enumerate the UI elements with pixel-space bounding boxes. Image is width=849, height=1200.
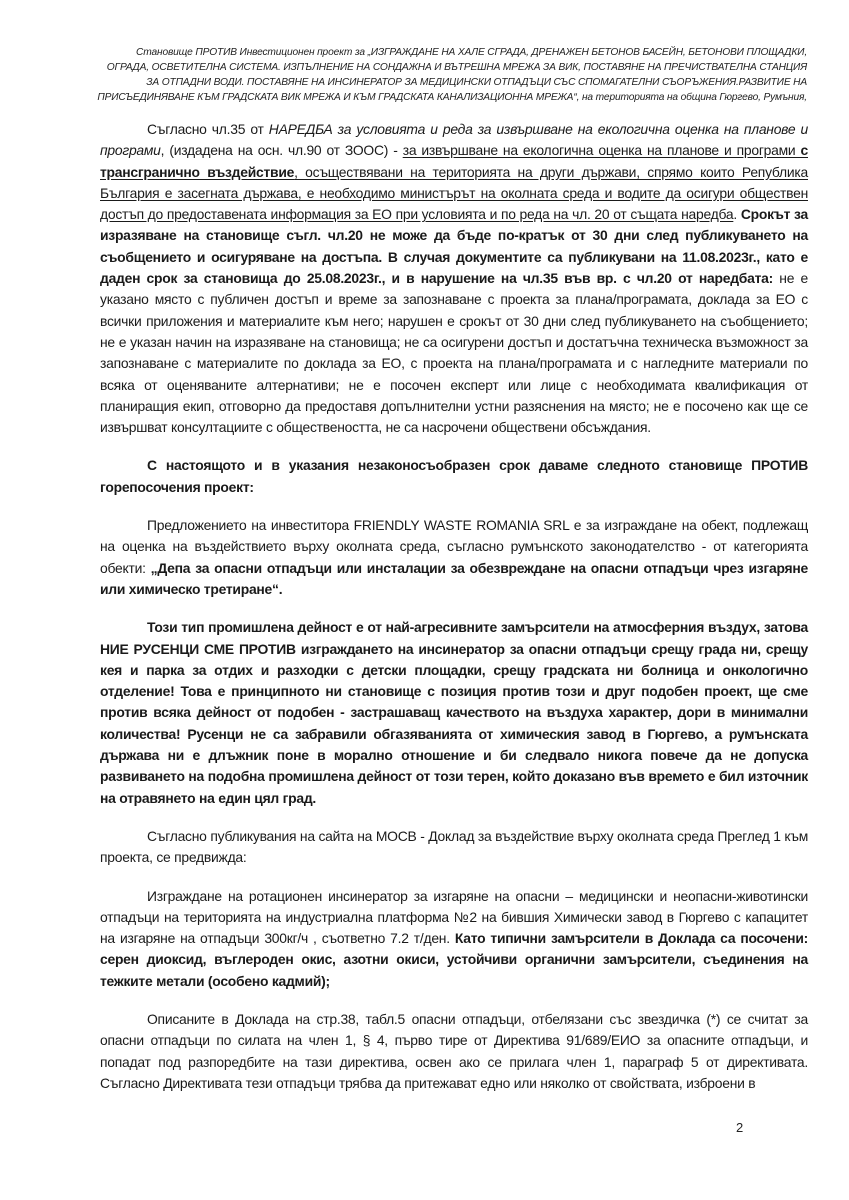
paragraph-position-against [100,617,808,809]
paragraph-moew-report [100,826,808,869]
text-run: Описаните в Доклада на стр.38, табл.5 опасни отпадъци, отбелязани със звездичка (*) се считат за опасни отпадъци по силата на член 1, § 4, първо тире от Директива 91/689/ЕИО за опасните отпадъци, и попадат под разпоредбите на тази директива, освен ако се прилага член 1, параграф 5 от директивата. Съгласно Директивата тези отпадъци трябва да притежават едно или няколко от свойствата, изброени в [100,1010,808,1091]
text-run: Изграждане на ротационен инсинератор за изгаряне на опасни – медицински и неопасни-животински отпадъци на територията на индустриална платформа №2 на бившия Химически завод в Гюргево с капацитет на изгаряне на отпадъци 300кг/ч , съответно 7.2 т/ден. [100,887,808,947]
underlined-text: , осъществявани на територията на други държави, спрямо които Република България е засегната държава, е необходимо министърът на околната среда и водите да осигури обществен достъп до предоставената информация за ЕО при условията и по реда на чл. 20 от същата наредба [100,163,808,223]
header-suffix: , на територията на община Гюргево, Румъния, [576,92,807,103]
running-header [92,45,807,105]
paragraph-legal-basis [100,119,808,438]
transboundary-emphasis: с трансгранично въздействие [100,142,808,180]
header-prefix: Становище ПРОТИВ Инвестиционен проект за [136,47,368,58]
text-run: не е указано място с публичен достъп и време за запознаване с проекта за плана/програмата, доклада за ЕО с всички приложения и материалите към него; нарушен е срокът от 30 дни след публикуването на съобщението; не е указан начин на изразяване на становища; не са осигурени достъп и достатъчна техническа възможност за запознаване с материалите по доклада за ЕО, с проекта на плана/програмата и с нагледните материали по всяка от оценяваните алтернативи; не е посочен експерт или лице с необходимата квалификация от планиращия екип, отговорно да предоставя допълнителни устни разяснения на място; не е посочено как ще се извършват консултациите с обществеността, не са насрочени обществени обсъждания. [100,270,809,436]
text-run: Съгласно публикувания на сайта на МОСВ - Доклад за въздействие върху околната среда Преглед 1 към проекта, се предвижда: [100,827,808,866]
paragraph-investor-proposal [100,515,808,600]
document-body [100,119,808,1094]
pollutants-list: Като типични замърсители в Доклада са посочени: серен диоксид, въглероден окис, азотни окиси, устойчиви органични замърсители, съединения на тежките метали (особено кадмий); [100,930,808,989]
text-run: . [733,206,741,223]
paragraph-hazardous-waste [100,1009,808,1094]
text-run: , (издадена на осн. чл.90 от ЗООС) - [160,142,403,159]
header-project-title: „ИЗГРАЖДАНЕ НА ХАЛЕ СГРАДА, ДРЕНАЖЕН БЕТОНОВ БАСЕЙН, БЕТОНОВИ ПЛОЩАДКИ, ОГРАДА, ОСВЕТИТЕЛНА СИСТЕМА. ИЗПЪЛНЕНИЕ НА СОНДАЖНА И ВЪТРЕШНА МРЕЖА ЗА ВИК, ПОСТАВЯНЕ НА ПРЕЧИСТВАТЕЛНА СТАНЦИЯ ЗА ОТПАДНИ ВОДИ. ПОСТАВЯНЕ НА ИНСИНЕРАТОР ЗА МЕДИЦИНСКИ ОТПАДЪЦИ СЪС СПОМАГАТЕЛНИ СЪОРЪЖЕНИЯ.РАЗВИТИЕ НА ПРИСЪЕДИНЯВАНЕ КЪМ ГРАДСКАТА ВИК МРЕЖА И КЪМ ГРАДСКАТА КАНАЛИЗАЦИОННА МРЕЖА“ [97,47,807,103]
regulation-title: НАРЕДБА за условията и реда за извършване на екологична оценка на планове и програми [100,121,808,159]
underlined-text: за извършване на екологична оценка на планове и програми [402,142,801,159]
page-number: 2 [736,1120,744,1135]
position-text: Този тип промишлена дейност е от най-агресивните замърсители на атмосферния въздух, затова НИЕ РУСЕНЦИ СМЕ ПРОТИВ изграждането на инсинератор за опасни отпадъци срещу града ни, срещу кея и парка за отдих и разходки с детски площадки, срещу градската ни болница и онкологично отделение! Това е принципното ни становище с позиция против този и друг подобен проект, ще сме против всяка дейност от подобен - застрашаващ качеството на въздуха характер, дори в минимални количества! Русенци не са забравили обгазяванията от химическия завод в Гюргево, а румънската държава ни е длъжник поне в морално отношение и би следвало никога повече да не допуска развиването на подобна промишлена дейност от този терен, който доказано във времето е бил източник на отравянето на един цял град. [100,619,808,806]
opinion-heading: С настоящото и в указания незаконосъобразен срок даваме следното становище ПРОТИВ горепосочения проект: [100,457,808,495]
paragraph-incinerator-description [100,886,808,992]
text-run: Съгласно чл.35 от [147,121,269,137]
deadline-violation-text: Срокът за изразяване на становище съгл. чл.20 не може да бъде по-кратък от 30 дни след публикуването на съобщението и осигуряване на достъпа. В случая документите са публикувани на 11.08.2023г., като е даден срок за становища до 25.08.2023г., и в нарушение на чл.35 във вр. с чл.20 от наредбата: [100,206,808,287]
paragraph-opinion-statement [100,455,808,498]
text-run: Предложението на инвеститора FRIENDLY WASTE ROMANIA SRL е за изграждане на обект, подлежащ на оценка на въздействието върху околната среда, съгласно румънското законодателство - от категорията обекти: [100,517,808,576]
facility-category: „Депа за опасни отпадъци или инсталации за обезвреждане на опасни отпадъци чрез изгаряне или химическо третиране“. [100,559,808,597]
